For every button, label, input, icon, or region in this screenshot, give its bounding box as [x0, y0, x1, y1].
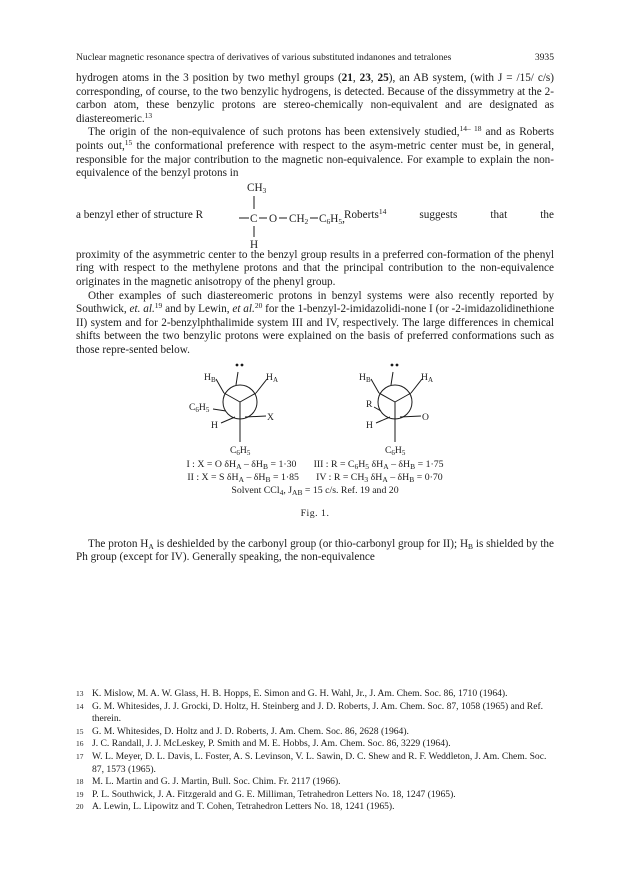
structure-trail-text: Roberts$^{14}$ suggests that the	[344, 206, 554, 221]
reference-item: 13 K. Mislow, M. A. W. Glass, H. B. Hopps, E. Simon and G. H. Wahl, Jr., J. Am. Chem. Soc. 86, 1710 (1964).	[76, 688, 508, 699]
svg-text:CH3: CH3	[247, 181, 267, 195]
reference-item: 18 M. L. Martin and G. J. Martin, Bull. Soc. Chim. Fr. 2117 (1966).	[76, 776, 341, 788]
svg-text:C6H5: $C_6H_5$	[189, 401, 210, 414]
page-number: 3935	[534, 52, 554, 63]
svg-text:CH2: CH2	[289, 212, 309, 226]
citation: 20	[254, 301, 263, 311]
paragraph-5: The proton $H_A$ is deshielded by the carbonyl group (or thio-carbonyl group for II); $H_B$ is shielded by the Ph group (except for IV). Generally speaking, the non-equivalence	[76, 537, 554, 564]
svg-text:C6H5: $C_6H_5$	[230, 444, 251, 456]
svg-text:R: R	[366, 398, 373, 410]
svg-text:HB: $H_B$	[204, 371, 216, 384]
reference-item: 14 G. M. Whitesides, J. J. Grocki, D. Holtz, H. Steinberg and J. D. Roberts, J. Am. Chem. Soc. 87, 1058 (1965) and Ref. therein.	[76, 700, 544, 725]
newman-left	[189, 363, 278, 455]
reference-item: 19 P. L. Southwick, J. A. Fitzgerald and G. E. Milliman, Tetrahedron Letters No. 18, 1247 (1965).	[76, 788, 456, 800]
citation: 19	[154, 301, 163, 311]
figure-label: Fig. 1.	[300, 507, 330, 519]
reference-item: 17 W. L. Meyer, D. L. Davis, L. Foster, A. S. Levinson, V. L. Sawin, D. C. Shew and R. F. Weddleton, J. Am. Chem. Soc. 87, 1573 (1965).	[76, 750, 547, 775]
citation: 14– 18	[459, 124, 482, 134]
article-body	[76, 72, 554, 565]
paragraph-3: proximity of the asymmetric center to the benzyl group results in a preferred con-formation of the phenyl ring with respect to the methylene protons and that the principal contribution to the non-equivalence originates in the magnetic anisotropy of the phenyl group.	[76, 248, 554, 288]
citation: 13	[144, 110, 153, 120]
citation: 15	[124, 137, 133, 147]
svg-text:H: H	[211, 419, 218, 431]
svg-text:H: H	[366, 419, 373, 431]
benzyl-ether-structure	[76, 181, 554, 249]
reference-item: 20 A. Lewin, L. Lipowitz and T. Cohen, Tetrahedron Letters No. 18, 1241 (1965).	[76, 801, 395, 813]
footnote-references	[76, 688, 554, 814]
svg-text:X: X	[267, 411, 274, 423]
running-title: Nuclear magnetic resonance spectra of derivatives of various substituted indanones and tetralones	[76, 52, 452, 63]
svg-text:HB: $H_B$	[359, 371, 371, 384]
figure-1	[76, 360, 554, 520]
newman-right	[359, 363, 433, 455]
structure-lead-text: a benzyl ether of structure R	[76, 208, 204, 221]
svg-text:C6H5,: C6H5,	[319, 212, 345, 226]
svg-text:C6H5: $C_6H_5$	[385, 444, 406, 456]
paragraph-2: The origin of the non-equivalence of such protons has been extensively studied,$^{14- 18}$ and as Roberts points out,$^{15}$ the conformational preference with respect to the asym-metric center must be, in general, responsible for the major contribution to the magnetic non-equivalence. For example to explain the non-equivalence of the benzyl protons in	[76, 124, 555, 180]
svg-text:O: O	[422, 411, 429, 423]
figure-caption-row-2: II : X = S $\delta H_A - \delta H_B = 1\cdot 85$ IV : $R = CH_3$ $\delta H_A - \delta H_B = 0\cdot 70$	[187, 471, 443, 484]
figure-caption-solvent: Solvent CCl$_4$, $J_{AB} = 15$ c/s. Ref. 19 and 20	[231, 484, 399, 497]
paragraph-1: hydrogen atoms in the 3 position by two methyl groups (21, 23, 25), an AB system, (with J = /15/ c/s) corresponding, of course, to the two benzylic hydrogens, is detected. Because of the dissymmetry at the 2-carbon atom, these benzylic protons are stereo-chemically non-equivalent and are designated as diastereomeric.$^{13}$	[76, 72, 555, 125]
svg-text:HA: $H_A$	[266, 371, 278, 384]
svg-text:HA: $H_A$	[421, 371, 433, 384]
paragraph-4: Other examples of such diastereomeric protons in benzyl systems were also recently reported by Southwick, et. al.$^{19}$ and by Lewin, et al.$^{20}$ for the 1-benzyl-2-imidazolidi-none I (or -2-imidazolidinethione II) system and for 2-benzylphthalimide system III and IV, respectively. The large differences in chemical shifts between the two benzylic protons were explained on the basis of preferred conformations such as those repre-sented below.	[76, 289, 555, 356]
svg-text:C: C	[250, 212, 258, 225]
reference-item: 16 J. C. Randall, J. J. McLeskey, P. Smith and M. E. Hobbs, J. Am. Chem. Soc. 86, 3229 (1964).	[76, 738, 451, 750]
svg-text:O: O	[269, 212, 278, 225]
running-header	[76, 52, 554, 66]
figure-caption-row-1: I : X = O $\delta H_A - \delta H_B = 1\cdot 30$ III : $R = C_6H_5$ $\delta H_A - \delta H_B = 1\cdot 75$	[186, 458, 444, 471]
newman-projections	[76, 360, 554, 456]
reference-item: 15 G. M. Whitesides, D. Holtz and J. D. Roberts, J. Am. Chem. Soc. 86, 2628 (1964).	[76, 725, 409, 737]
svg-text:H: H	[250, 238, 259, 249]
page	[76, 52, 554, 565]
